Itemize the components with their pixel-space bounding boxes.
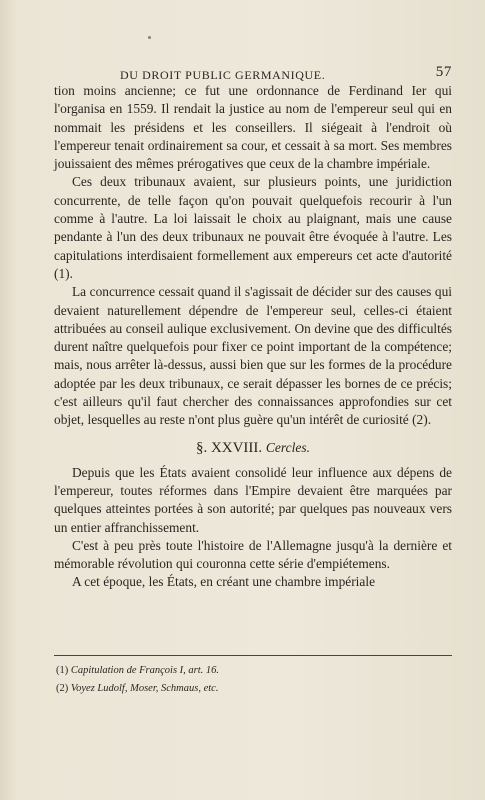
footnote-text: Voyez Ludolf, Moser, Schmaus, etc. — [70, 683, 219, 694]
footnote-marker: (1) — [56, 665, 69, 676]
footnotes — [56, 662, 452, 698]
running-title: DU DROIT PUBLIC GERMANIQUE. — [120, 68, 326, 82]
page-number: 57 — [435, 64, 452, 80]
body-text — [54, 82, 452, 592]
section-number: §. XXVIII. — [195, 439, 263, 456]
paragraph: La concurrence cessait quand il s'agissait de décider sur des causes qui devaient naturellement dépendre de l'empereur seul, celles-ci étaient attribuées au conseil aulique exclusivement. On devine que des difficultés durent naître quelquefois pour fixer ce point important de la compétence; mais, nous arrêter là-dessus, aussi bien que sur les formes de la procédure adoptée par les deux tribunaux, ce serait dépasser les bornes de ce précis; c'est ailleurs qu'il faut chercher des connaissances approfondies sur cet objet, lesquelles au reste n'ont plus guère qu'un intérêt de curiosité (2). — [54, 284, 452, 428]
running-header — [54, 64, 452, 84]
paragraph: tion moins ancienne; ce fut une ordonnance de Ferdinand Ier qui l'organisa en 1559. Il rendait la justice au nom de l'empereur seul qui en nommait les présidens et les conseillers. Il siégeait à l'endroit où l'empereur tenait ordinairement sa cour, et cessait à sa mort. Ses membres jouissaient des mêmes prérogatives que ceux de la chambre impériale. — [54, 83, 452, 172]
footnote-rule — [54, 655, 452, 656]
footnote-marker: (2) — [56, 683, 69, 694]
footnote — [56, 662, 452, 680]
paragraph: Depuis que les États avaient consolidé leur influence aux dépens de l'empereur, toutes réformes dans l'Empire devaient être marquées par quelques atteintes portées à son autorité; par quelques pas nouveaux vers un entier affranchissement. — [54, 464, 452, 535]
ink-speck — [148, 36, 151, 39]
paragraph: C'est à peu près toute l'histoire de l'Allemagne jusqu'à la dernière et mémorable révolution qui couronna cette série d'empiétemens. — [54, 537, 452, 572]
paragraph: Ces deux tribunaux avaient, sur plusieurs points, une juridiction concurrente, de telle façon qu'on pouvait quelquefois recourir à l'un comme à l'autre. La loi laissait le choix au plaignant, mais une cause pendante à l'un des deux tribunaux ne pouvait être évoquée à l'autre. Les capitulations interdisaient formellement aux empereurs cet acte d'autorité (1). — [54, 174, 452, 281]
paragraph: A cet époque, les États, en créant une chambre impériale — [72, 574, 376, 590]
footnote — [56, 680, 452, 698]
section-title: Cercles. — [265, 439, 311, 455]
section-heading — [54, 438, 452, 458]
footnote-text: Capitulation de François I, art. 16. — [70, 665, 220, 676]
